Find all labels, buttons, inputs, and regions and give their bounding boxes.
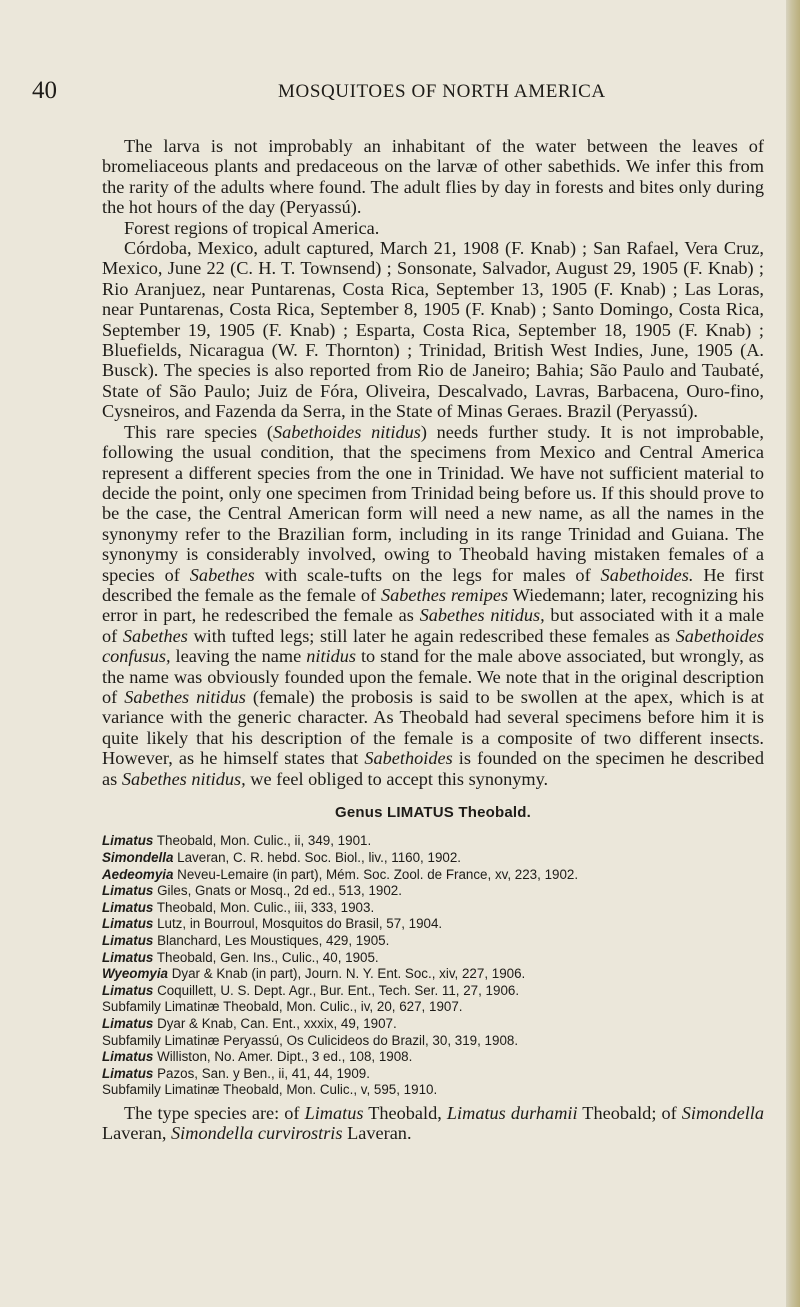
reference-entry: Limatus Giles, Gnats or Mosq., 2d ed., 513, 1902. [102,883,402,899]
page-edge [786,0,800,1307]
reference-entry: Subfamily Limatinæ Peryassú, Os Culicideos do Brazil, 30, 319, 1908. [102,1032,519,1048]
reference-entry: Limatus Theobald, Gen. Ins., Culic., 40, 1905. [102,949,379,965]
running-head: MOSQUITOES OF NORTH AMERICA [278,81,606,102]
species-name: Sabethes [189,564,255,585]
species-name: Sabethoides nitidus [272,421,421,442]
species-name: Sabethes nitidus, [419,605,545,626]
closing-paragraph: The type species are: of Limatus Theobald, Limatus durhamii Theobald; of Simondella Laveran, Simondella curvirostris Laveran. [102,1102,764,1144]
reference-entry: Limatus Lutz, in Bourroul, Mosquitos do Brasil, 57, 1904. [102,916,443,932]
species-name: Limatus durhamii [446,1102,578,1123]
genus-heading: Genus LIMATUS Theobald. [335,804,531,821]
reference-entry: Limatus Dyar & Knab, Can. Ent., xxxix, 49, 1907. [102,1015,397,1031]
reference-entry: Aedeomyia Neveu-Lemaire (in part), Mém. Soc. Zool. de France, xv, 223, 1902. [102,866,579,882]
reference-entry: Simondella Laveran, C. R. hebd. Soc. Biol., liv., 1160, 1902. [102,850,462,865]
reference-entry: Limatus Pazos, San. y Ben., ii, 41, 44, 1909. [102,1065,370,1081]
species-name: Simondella curvirostris [171,1123,343,1144]
reference-entry: Limatus Theobald, Mon. Culic., iii, 333, 1903. [102,899,375,915]
reference-entry: Limatus Williston, No. Amer. Dipt., 3 ed., 108, 1908. [102,1049,413,1065]
paragraph: Forest regions of tropical America. [124,217,380,238]
species-name: Limatus [304,1102,364,1123]
species-name: Sabethes nitidus [124,686,246,707]
species-name: nitidus [306,646,356,667]
page-number: 40 [32,77,57,104]
reference-entry: Limatus Coquillett, U. S. Dept. Agr., Bur. Ent., Tech. Ser. 11, 27, 1906. [102,982,520,998]
reference-entry: Limatus Blanchard, Les Moustiques, 429, 1905. [102,932,390,948]
paragraph: Córdoba, Mexico, adult captured, March 21, 1908 (F. Knab) ; San Rafael, Vera Cruz, Mexico, June 22 (C. H. T. Townsend) ; Sonsonate, Salvador, August 29, 1905 (F. Knab) ; Rio Aranjuez, near Puntarenas, Costa Rica, September 13, 1905 (F. Knab) ; Las Loras, near Puntarenas, Costa Rica, September 8, 1905 (F. Knab) ; Santo Domingo, Costa Rica, September 19, 1905 (F. Knab) ; Esparta, Costa Rica, September 18, 1905 (F. Knab) ; Bluefields, Nicaragua (W. F. Thornton) ; Trinidad, British West Indies, June, 1905 (A. Busck). The species is also reported from Rio de Janeiro; Bahia; São Paulo and Taubaté, State of São Paulo; Juiz de Fóra, Oliveira, Descalvado, Lavras, Barbacena, Ouro-fino, Cysneiros, and Fazenda da Serra, in the State of Minas Geraes. Brazil (Peryassú). [102,238,764,422]
species-name: Simondella [681,1102,764,1123]
species-name: Sabethes [122,625,188,646]
reference-entry: Limatus Theobald, Mon. Culic., ii, 349, 1901. [102,833,372,849]
page-header [32,76,752,106]
paragraph: This rare species (Sabethoides nitidus) needs further study. It is not improbable, following the usual condition, that the specimens from Mexico and Central America represent a different species from the one in Trinidad. We have not sufficient material to decide the point, only one specimen from Trinidad being before us. If this should prove to be the case, the Central American form will need a new name, as all the names in the synonymy refer to the Brazilian form, including in its range Trinidad and Guiana. The synonymy is considerably involved, owing to Theobald having mistaken females of a species of Sabethes with scale-tufts on the legs for males of Sabethoides. He first described the female as the female of Sabethes remipes Wiedemann; later, recognizing his error in part, he redescribed the female as Sabethes nitidus, but associated with it a male of Sabethes with tufted legs; still later he again redescribed these females as Sabethoides confusus, leaving the name nitidus to stand for the male above associated, but wrongly, as the name was obviously founded upon the female. We note that in the original description of Sabethes nitidus (female) the probosis is said to be swollen at the apex, which is at variance with the generic character. As Theobald had several specimens before him it is quite likely that his description of the female is a composite of two different insects. However, as he himself states that Sabethoides is founded on the specimen he described as Sabethes nitidus, we feel obliged to accept this synonymy. [102,421,765,789]
species-name: Sabethoides. [600,564,694,585]
species-name: Sabethoides [364,748,453,769]
page-body [102,136,764,1144]
reference-list [102,833,764,1099]
reference-entry: Wyeomyia Dyar & Knab (in part), Journ. N. Y. Ent. Soc., xiv, 227, 1906. [102,966,526,982]
species-name: Sabethes nitidus, [121,768,246,789]
reference-entry: Subfamily Limatinæ Theobald, Mon. Culic., iv, 20, 627, 1907. [102,999,463,1015]
reference-entry: Subfamily Limatinæ Theobald, Mon. Culic., v, 595, 1910. [102,1082,438,1098]
paragraph: The larva is not improbably an inhabitant of the water between the leaves of bromeliaceous plants and predaceous on the larvæ of other sabethids. We infer this from the rarity of the adults where found. The adult flies by day in forests and bites only during the hot hours of the day (Peryassú). [102,136,764,218]
species-name: Sabethoides confusus, [102,625,764,667]
species-name: Sabethes remipes [380,584,509,605]
